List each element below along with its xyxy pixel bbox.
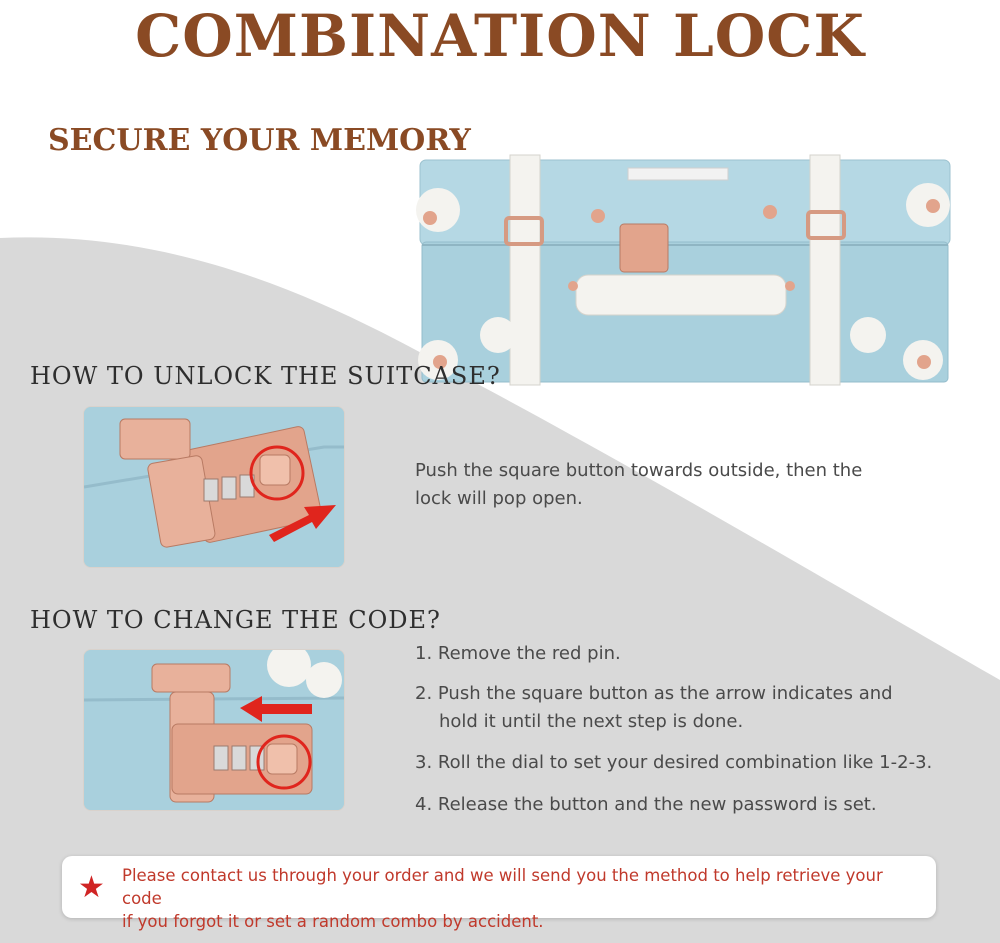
unlock-lock-photo <box>83 406 345 568</box>
notice-text-line-2: if you forgot it or set a random combo by accident. <box>122 912 544 931</box>
step-1-text: 1. Remove the red pin. <box>415 643 621 664</box>
step-2-text-line-1: 2. Push the square button as the arrow indicates and <box>415 683 893 704</box>
step-3-text: 3. Roll the dial to set your desired combination like 1-2-3. <box>415 752 933 773</box>
star-icon: ★ <box>78 870 105 905</box>
unlock-description-line-1: Push the square button towards outside, then the <box>415 460 863 481</box>
notice-text-line-1: Please contact us through your order and we will send you the method to help retrieve your code <box>122 866 883 908</box>
unlock-description-line-2: lock will pop open. <box>415 488 583 509</box>
page-title: COMBINATION LOCK <box>135 2 865 70</box>
step-3 <box>415 749 932 777</box>
page-subtitle: SECURE YOUR MEMORY <box>48 123 471 158</box>
step-2-text-line-2: hold it until the next step is done. <box>439 711 744 732</box>
step-4-text: 4. Release the button and the new password is set. <box>415 794 877 815</box>
unlock-heading: HOW TO UNLOCK THE SUITCASE? <box>30 362 501 390</box>
change-code-lock-photo <box>83 649 345 811</box>
change-code-heading: HOW TO CHANGE THE CODE? <box>30 606 441 634</box>
step-1 <box>415 640 621 668</box>
step-2 <box>415 680 893 736</box>
unlock-description <box>415 457 862 513</box>
notice-text <box>122 864 922 933</box>
step-4 <box>415 791 877 819</box>
retrieve-code-notice <box>62 856 936 931</box>
